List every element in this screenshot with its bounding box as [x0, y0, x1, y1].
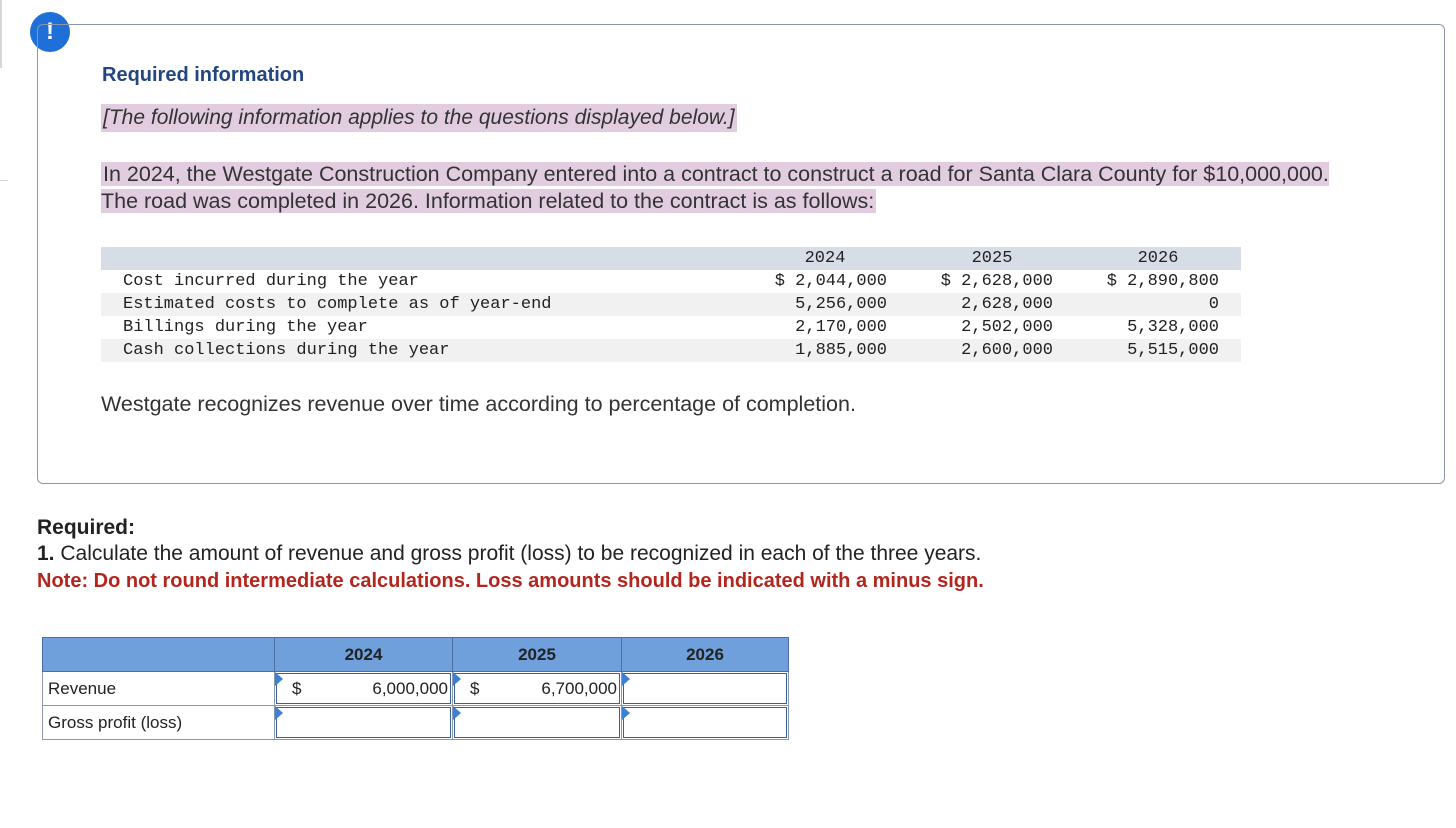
input-value[interactable]: 6,700,000: [541, 678, 617, 698]
revenue-method-text: Westgate recognizes revenue over time according to percentage of completion.: [101, 392, 856, 416]
year-header: 2026: [622, 638, 789, 672]
revenue-2026-input[interactable]: [622, 672, 789, 706]
row-label: Estimated costs to complete as of year-end: [123, 295, 552, 314]
currency-symbol: $: [470, 678, 480, 698]
cell-value: 2,628,000: [961, 295, 1053, 314]
input-value[interactable]: 6,000,000: [372, 678, 448, 698]
gross-profit-2024-input[interactable]: [275, 706, 453, 740]
revenue-row: [43, 672, 789, 706]
row-label: Cash collections during the year: [123, 341, 450, 360]
gross-profit-2025-input[interactable]: [453, 706, 622, 740]
cell-value: 2,600,000: [961, 341, 1053, 360]
row-label: Cost incurred during the year: [123, 272, 419, 291]
input-marker-icon: [453, 706, 461, 720]
question-text: [37, 542, 981, 566]
cell-value: 2,502,000: [961, 318, 1053, 337]
cell-value: 1,885,000: [795, 341, 887, 360]
currency-symbol: $: [292, 678, 302, 698]
cell-value: $ 2,044,000: [774, 272, 887, 291]
question-number: 1.: [37, 542, 55, 565]
question-body: Calculate the amount of revenue and gross profit (loss) to be recognized in each of the three years.: [60, 542, 982, 565]
table-row: [101, 270, 1241, 293]
applies-to-questions-note: [The following information applies to the questions displayed below.]: [101, 104, 737, 132]
row-label: Revenue: [43, 672, 275, 706]
instruction-note: Note: Do not round intermediate calculations. Loss amounts should be indicated with a minus sign.: [37, 570, 984, 592]
gross-profit-row: [43, 706, 789, 740]
year-header: 2026: [1137, 249, 1179, 268]
table-row: [101, 316, 1241, 339]
input-marker-icon: [275, 706, 283, 720]
input-marker-icon: [453, 672, 461, 686]
cell-value: 5,515,000: [1127, 341, 1219, 360]
input-marker-icon: [622, 706, 630, 720]
year-header: 2024: [804, 249, 846, 268]
input-marker-icon: [275, 672, 283, 686]
left-edge-tick: [0, 180, 8, 181]
cell-value: 5,328,000: [1127, 318, 1219, 337]
required-information-title: Required information: [102, 64, 305, 86]
contract-intro-text: In 2024, the Westgate Construction Company entered into a contract to construct a road for Santa Clara County for $10,000,000. The road was completed in 2026. Information related to the contract is as follows:: [101, 162, 1329, 213]
row-label: Billings during the year: [123, 318, 368, 337]
answer-header-row: [43, 638, 789, 672]
year-header: 2025: [453, 638, 622, 672]
gross-profit-2026-input[interactable]: [622, 706, 789, 740]
table-row: [101, 293, 1241, 316]
contract-information-table: [101, 247, 1241, 362]
cell-value: 5,256,000: [795, 295, 887, 314]
empty-header: [43, 638, 275, 672]
required-heading: Required:: [37, 516, 136, 539]
cell-value: 2,170,000: [795, 318, 887, 337]
cell-value: $ 2,628,000: [940, 272, 1053, 291]
table-row: [101, 339, 1241, 362]
year-header-row: [101, 247, 1241, 270]
revenue-2024-input[interactable]: [275, 672, 453, 706]
cell-value: $ 2,890,800: [1106, 272, 1219, 291]
revenue-2025-input[interactable]: [453, 672, 622, 706]
answer-table: [42, 637, 789, 740]
year-header: 2025: [971, 249, 1013, 268]
left-edge-divider: [0, 0, 2, 68]
cell-value: 0: [1208, 295, 1219, 314]
exclamation-icon: !: [30, 12, 70, 52]
input-marker-icon: [622, 672, 630, 686]
row-label: Gross profit (loss): [43, 706, 275, 740]
year-header: 2024: [275, 638, 453, 672]
